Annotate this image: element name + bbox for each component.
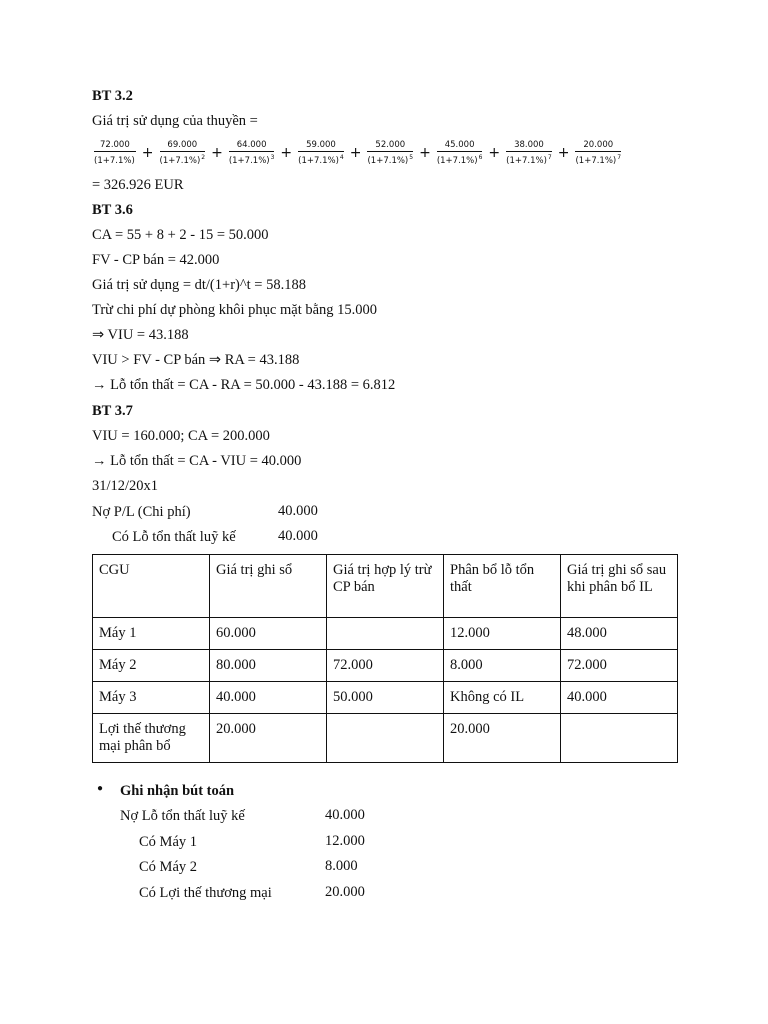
- table-row: [93, 682, 678, 714]
- table-cell: Không có IL: [444, 682, 561, 714]
- table-row: [93, 618, 678, 650]
- heading-bt-3-7: BT 3.7: [92, 403, 133, 419]
- bt36-line-6: VIU > FV - CP bán ⇒ RA = 43.188: [92, 352, 300, 368]
- journal-credit-label: Có Máy 1: [139, 834, 197, 850]
- table-cell: Máy 3: [93, 682, 210, 714]
- table-cell: [327, 618, 444, 650]
- bullet-icon: ●: [97, 783, 104, 794]
- journal-debit-amount: 40.000: [325, 807, 365, 823]
- table-cell: 8.000: [444, 650, 561, 682]
- bt36-line-3: Giá trị sử dụng = dt/(1+r)^t = 58.188: [92, 277, 306, 293]
- table-cell: Máy 1: [93, 618, 210, 650]
- plus-sign: +: [280, 145, 293, 161]
- journal-debit-label: Nợ Lỗ tổn thất luỹ kế: [120, 808, 245, 824]
- fraction-2: [160, 140, 206, 166]
- fraction-numerator: 52.000: [375, 140, 406, 151]
- journal-credit-amount: 12.000: [325, 833, 365, 849]
- table-header-cell: CGU: [93, 555, 210, 618]
- bt37-line-2: → Lỗ tổn thất = CA - VIU = 40.000: [92, 453, 302, 469]
- boat-value-result: = 326.926 EUR: [92, 177, 184, 193]
- entry-credit-label: Có Lỗ tổn thất luỹ kế: [112, 529, 236, 545]
- fraction-numerator: 45.000: [444, 140, 475, 151]
- plus-sign: +: [349, 145, 362, 161]
- bt36-line-7: → Lỗ tổn thất = CA - RA = 50.000 - 43.188 = 6.812: [92, 377, 396, 393]
- fraction-numerator: 59.000: [306, 140, 336, 151]
- table-cell: Máy 2: [93, 650, 210, 682]
- fraction-denominator: $(1+7.1\%)^5$: [367, 154, 414, 166]
- table-header-row: [93, 555, 678, 618]
- table-row: [93, 650, 678, 682]
- fraction-denominator: $(1+7.1\%)^7$: [506, 154, 552, 166]
- table-cell: 50.000: [327, 682, 444, 714]
- fraction-5: [367, 140, 413, 166]
- fraction-4: [298, 140, 344, 166]
- table-cell: 72.000: [327, 650, 444, 682]
- table-header-cell: Giá trị ghi sổ sau khi phân bổ IL: [561, 555, 678, 618]
- fraction-7: [506, 140, 552, 166]
- heading-bt-3-2: BT 3.2: [92, 88, 133, 104]
- fraction-numerator: 64.000: [236, 140, 267, 151]
- fraction-denominator: $(1+7.1\%)^4$: [298, 154, 344, 166]
- table-cell: 40.000: [210, 682, 327, 714]
- bt36-line-4: Trừ chi phí dự phòng khôi phục mặt bằng 15.000: [92, 302, 378, 318]
- table-cell: 80.000: [210, 650, 327, 682]
- table-cell: 20.000: [444, 714, 561, 763]
- plus-sign: +: [211, 145, 223, 161]
- table-header-cell: Phân bổ lỗ tổn thất: [444, 555, 561, 618]
- fraction-numerator: 72.000: [100, 140, 130, 151]
- table-cell: 20.000: [210, 714, 327, 763]
- journal-credit-amount: 20.000: [325, 884, 365, 900]
- fraction-denominator: $(1+7.1\%)^3$: [228, 154, 275, 166]
- table-cell: [327, 714, 444, 763]
- table-cell: Lợi thế thương mại phân bổ: [93, 714, 210, 763]
- discount-formula: [92, 138, 623, 168]
- table-cell: 72.000: [561, 650, 678, 682]
- entry-debit-amount: 40.000: [278, 503, 318, 519]
- fraction-denominator: $(1+7.1\%)^6$: [436, 154, 483, 166]
- table-cell: [561, 714, 678, 763]
- table-header-cell: Giá trị hợp lý trừ CP bán: [327, 555, 444, 618]
- table-header-cell: Giá trị ghi sổ: [210, 555, 327, 618]
- fraction-8: [575, 140, 621, 166]
- cgu-allocation-table: [92, 554, 678, 763]
- journal-credit-amount: 8.000: [325, 858, 358, 874]
- bt37-line-1: VIU = 160.000; CA = 200.000: [92, 428, 270, 444]
- table-cell: 12.000: [444, 618, 561, 650]
- fraction-1: [94, 140, 136, 166]
- table-cell: 40.000: [561, 682, 678, 714]
- fraction-6: [437, 140, 483, 166]
- fraction-numerator: 20.000: [583, 140, 614, 151]
- bt37-date: 31/12/20x1: [92, 478, 159, 494]
- table-cell: 60.000: [210, 618, 327, 650]
- heading-bt-3-6: BT 3.6: [92, 202, 133, 218]
- fraction-denominator: $(1+7.1\%)^7$: [575, 154, 622, 166]
- plus-sign: +: [488, 145, 501, 161]
- fraction-denominator: (1+7.1%): [94, 155, 135, 166]
- fraction-3: [229, 140, 275, 166]
- journal-credit-label: Có Lợi thế thương mại: [139, 885, 272, 901]
- table-cell: 48.000: [561, 618, 678, 650]
- fraction-numerator: 38.000: [514, 140, 544, 151]
- bt36-line-1: CA = 55 + 8 + 2 - 15 = 50.000: [92, 227, 269, 243]
- bt36-line-5: ⇒ VIU = 43.188: [92, 327, 189, 343]
- fraction-numerator: 69.000: [167, 140, 198, 151]
- plus-sign: +: [141, 145, 154, 161]
- journal-title: Ghi nhận bút toán: [120, 783, 235, 799]
- journal-credit-label: Có Máy 2: [139, 859, 197, 875]
- fraction-denominator: $(1+7.1\%)^2$: [159, 154, 206, 166]
- bt36-line-2: FV - CP bán = 42.000: [92, 252, 220, 268]
- boat-value-intro: Giá trị sử dụng của thuyền =: [92, 113, 258, 129]
- entry-debit-label: Nợ P/L (Chi phí): [92, 504, 191, 520]
- plus-sign: +: [419, 145, 431, 161]
- plus-sign: +: [557, 145, 570, 161]
- table-row: [93, 714, 678, 763]
- entry-credit-amount: 40.000: [278, 528, 318, 544]
